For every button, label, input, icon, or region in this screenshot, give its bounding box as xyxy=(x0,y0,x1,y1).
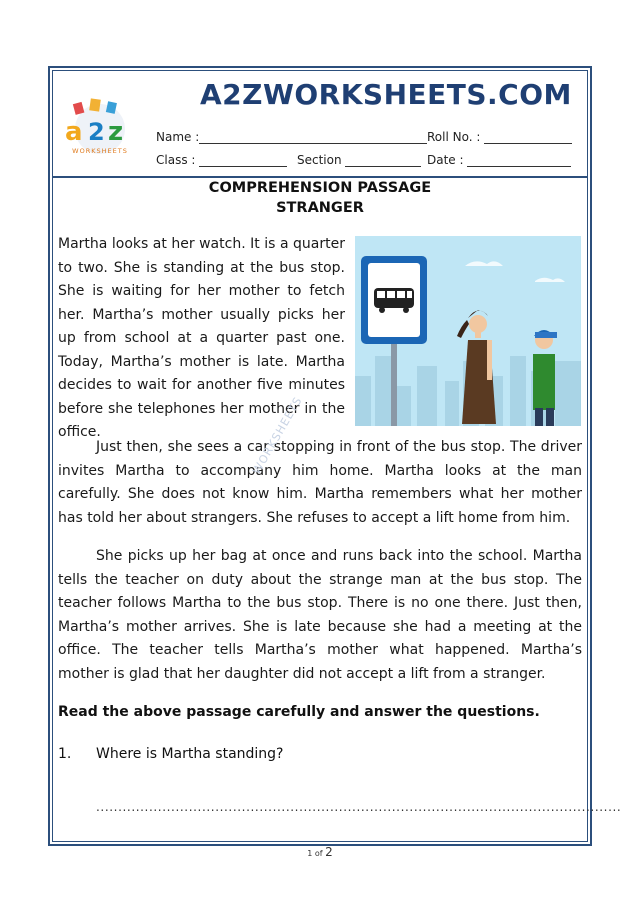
site-title: A2ZWORKSHEETS.COM xyxy=(200,78,572,111)
roll-field[interactable] xyxy=(427,130,572,144)
header-divider xyxy=(52,176,588,178)
paragraph-1: Martha looks at her watch. It is a quarter to two. She is standing at the bus stop. She is waiting for her mother to fetch her. Martha’s mother usually picks her up from school at a quarter past one. Today, Martha’s mother is late. Martha decides to wait for another five minutes before she telephones her mother in the office. xyxy=(58,236,345,440)
class-line xyxy=(199,154,287,167)
watermark: WORKSHEETS xyxy=(250,394,305,477)
name-line xyxy=(199,131,427,144)
class-field[interactable] xyxy=(156,153,287,167)
page-number xyxy=(0,845,640,859)
svg-text:z: z xyxy=(108,117,124,147)
class-label: Class : xyxy=(156,153,196,167)
section-line xyxy=(345,154,421,167)
section-field[interactable] xyxy=(297,153,421,167)
paragraph-2: Just then, she sees a car stopping in front of the bus stop. The driver invites Martha to accompany him home. Martha looks at the man carefully. She does not know him. Martha remembers what her mother has told her about strangers. She refuses to accept a lift home from him. xyxy=(58,439,582,526)
paragraph-3: She picks up her bag at once and runs back into the school. Martha tells the teacher on duty about the strange man at the bus stop. The teacher follows Martha to the bus stop. There is no one there. Just then, Martha’s mother arrives. She is late because she had a meeting at the office. The teacher tells Martha’s mother what happened. Martha’s mother is glad that her daughter did not accept a lift from a stranger. xyxy=(58,548,582,682)
name-field[interactable] xyxy=(156,130,427,144)
question-text: Where is Martha standing? xyxy=(96,746,284,762)
answer-line[interactable]: ....................................................................................................................... xyxy=(96,800,622,814)
svg-text:a: a xyxy=(65,117,83,147)
page-number-small: 1 of xyxy=(307,849,323,858)
svg-text:WORKSHEETS: WORKSHEETS xyxy=(72,147,128,155)
story-title: STRANGER xyxy=(276,200,364,216)
passage-heading: COMPREHENSION PASSAGE xyxy=(208,180,432,196)
section-label: Section xyxy=(297,153,342,167)
date-line xyxy=(467,154,571,167)
name-label: Name : xyxy=(156,130,200,144)
question-number: 1. xyxy=(58,746,72,762)
question-instructions: Read the above passage carefully and answer the questions. xyxy=(58,704,540,720)
date-field[interactable] xyxy=(427,153,571,167)
roll-label: Roll No. : xyxy=(427,130,481,144)
page-number-total: 2 xyxy=(325,845,333,859)
date-label: Date : xyxy=(427,153,464,167)
bus-stop-illustration xyxy=(355,236,581,426)
roll-line xyxy=(484,131,572,144)
a2z-logo xyxy=(60,95,140,157)
svg-text:2: 2 xyxy=(88,118,105,146)
